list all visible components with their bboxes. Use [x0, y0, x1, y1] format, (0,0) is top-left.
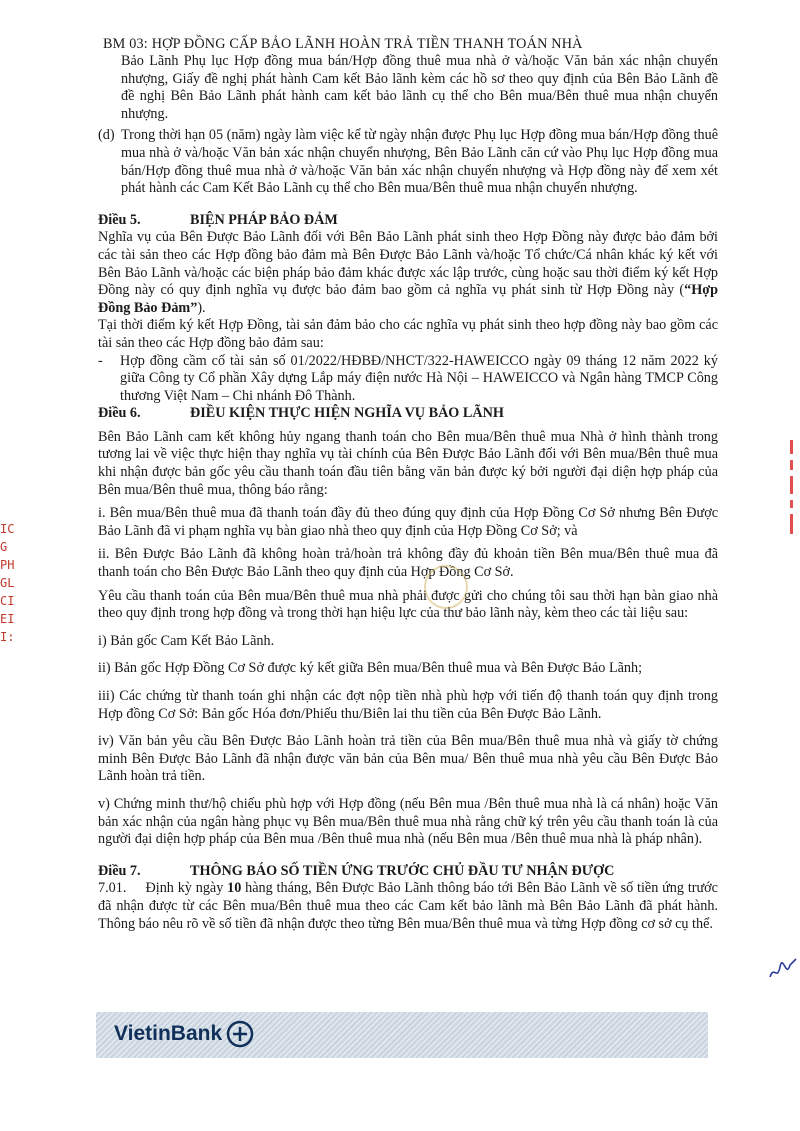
article-5-heading: [98, 212, 718, 230]
article-5-paragraph-1: Nghĩa vụ của Bên Được Bảo Lãnh đối với Bên Bảo Lãnh phát sinh theo Hợp Đồng này được bảo đảm bởi các tài sản theo các Hợp đồng bảo đảm mà Bên Được Bảo Lãnh và/hoặc Tổ chức/Cá nhân khác ký kết với Bên Bảo Lãnh và/hoặc các biện pháp bảo đảm khác được xác lập trước, cùng hoặc sau thời điểm ký kết Hợp Đồng này có quy định nghĩa vụ được bảo đảm bao gồm cả nghĩa vụ phát sinh từ Hợp Đồng này (“Hợp Đồng Bảo Đảm”).: [98, 229, 718, 316]
article-title: ĐIỀU KIỆN THỰC HIỆN NGHĨA VỤ BẢO LÃNH: [190, 405, 504, 422]
footer-bar: [96, 1012, 708, 1058]
collateral-item: - Hợp đồng cầm cố tài sản số 01/2022/HĐBĐ/NHCT/322-HAWEICCO ngày 09 tháng 12 năm 2022 ký giữa Công ty Cổ phần Xây dựng Lắp máy điện nước Hà Nội – HAWEICCO và Ngân hàng TMCP Công thương Việt Nam – Chi nhánh Đô Thành.: [98, 352, 718, 404]
document-list-item: iii) Các chứng từ thanh toán ghi nhận các đợt nộp tiền nhà phù hợp với tiến độ thanh toán quy định trong Hợp đồng Cơ Sở: Bản gốc Hóa đơn/Phiếu thu/Biên lai thu tiền của Bên Được Bảo Lãnh.: [98, 688, 718, 722]
item-d: [98, 127, 718, 197]
right-edge-stamp-marks: [784, 440, 798, 600]
bank-emblem-icon: [226, 1020, 254, 1048]
clause-number: 7.01.: [98, 880, 127, 897]
form-header: BM 03: HỢP ĐỒNG CẤP BẢO LÃNH HOÀN TRẢ TIỀN THANH TOÁN NHÀ: [103, 36, 583, 52]
collateral-text: Hợp đồng cầm cố tài sản số 01/2022/HĐBĐ/NHCT/322-HAWEICCO ngày 09 tháng 12 năm 2022 ký giữa Công ty Cổ phần Xây dựng Lắp máy điện nước Hà Nội – HAWEICCO và Ngân hàng TMCP Công thương Việt Nam – Chi nhánh Đô Thành.: [120, 352, 718, 404]
clause-7-01: 7.01. Định kỳ ngày 10 hàng tháng, Bên Được Bảo Lãnh thông báo tới Bên Bảo Lãnh về số tiền ứng trước đã nhận được từ các Bên mua/Bên thuê mua theo các Cam kết bảo lãnh mà Bên Bảo Lãnh đã phát hành. Thông báo nêu rõ về số tiền đã nhận được theo từng Bên mua/Bên thuê mua và từng Hợp đồng cơ sở cụ thể.: [98, 880, 718, 932]
signature-mark: [768, 955, 798, 985]
article-number: Điều 7.: [98, 862, 141, 879]
document-body: [98, 53, 718, 933]
article-title: BIỆN PHÁP BẢO ĐẢM: [190, 211, 338, 228]
item-d-marker: (d): [98, 127, 115, 144]
item-d-text: Trong thời hạn 05 (năm) ngày làm việc kể từ ngày nhận được Phụ lục Hợp đồng mua bán/Hợp đồng thuê mua nhà ở và/hoặc Văn bản xác nhận chuyển nhượng, Bên Bảo Lãnh căn cứ vào Phụ lục Hợp đồng mua bán/Hợp đồng thuê mua nhà ở và/hoặc Văn bản xác nhận chuyển nhượng và Hợp đồng này để xem xét phát hành các Cam Kết Bảo Lãnh cụ thể cho Bên mua/Bên thuê mua nhận chuyển nhượng.: [121, 127, 718, 197]
condition-ii: ii. Bên Được Bảo Lãnh đã không hoàn trả/hoàn trả không đầy đủ khoản tiền Bên mua/Bên thuê mua đã thanh toán cho Bên Được Bảo Lãnh theo quy định của Hợp Đồng Cơ Sở.: [98, 546, 718, 581]
article-number: Điều 6.: [98, 405, 141, 422]
side-stamp: IC G PH GL CI EI I:: [0, 522, 15, 644]
document-list-item: iv) Văn bản yêu cầu Bên Được Bảo Lãnh hoàn trả tiền của Bên mua/Bên thuê mua nhà và giấy tờ chứng minh Bên Được Bảo Lãnh đã nhận được văn bản của Bên mua/ Bên thuê mua nhà yêu cầu Bên Được Bảo Lãnh hoàn trả tiền.: [98, 733, 718, 785]
article-6-heading: [98, 405, 718, 423]
logo-text: VietinBank: [114, 1022, 223, 1045]
article-title: THÔNG BÁO SỐ TIỀN ỨNG TRƯỚC CHỦ ĐẦU TƯ NHẬN ĐƯỢC: [190, 862, 615, 879]
watermark-emblem: [424, 565, 468, 609]
document-list-item: i) Bản gốc Cam Kết Bảo Lãnh.: [98, 632, 275, 649]
article-5-paragraph-2: Tại thời điểm ký kết Hợp Đồng, tài sản đảm bảo cho các nghĩa vụ phát sinh theo hợp đồng này bao gồm các tài sản theo các Hợp đồng bảo đảm sau:: [98, 317, 718, 351]
document-list-item: ii) Bản gốc Hợp Đồng Cơ Sở được ký kết giữa Bên mua/Bên thuê mua và Bên Được Bảo Lãnh;: [98, 660, 643, 677]
article-number: Điều 5.: [98, 211, 141, 228]
vietinbank-logo: [114, 1020, 254, 1048]
continued-paragraph: Bảo Lãnh Phụ lục Hợp đồng mua bán/Hợp đồng thuê mua nhà ở và/hoặc Văn bản xác nhận chuyển nhượng, Giấy đề nghị phát hành Cam kết Bảo lãnh kèm các hồ sơ theo quy định của Bên Bảo Lãnh đề đề nghị Bên Bảo Lãnh phát hành cam kết bảo lãnh cụ thể cho Bên mua/Bên thuê mua nhận chuyển nhượng.: [121, 53, 718, 122]
article-7-heading: [98, 863, 718, 881]
document-list-item: v) Chứng minh thư/hộ chiếu phù hợp với Hợp đồng (nếu Bên mua /Bên thuê mua nhà là cá nhân) hoặc Văn bản xác nhận của ngân hàng phục vụ Bên mua/Bên thuê mua nhà rằng chữ ký trên yêu cầu thanh toán là của người đại diện hợp pháp của Bên mua /Bên thuê mua nhà (nếu Bên mua /Bên thuê mua nhà là pháp nhân).: [98, 795, 718, 848]
article-6-paragraph-1: Bên Bảo Lãnh cam kết không hủy ngang thanh toán cho Bên mua/Bên thuê mua Nhà ở hình thành trong tương lai về việc thực hiện thay nghĩa vụ tài chính của Bên Được Bảo Lãnh đối với Bên mua/Bên thuê mua khi nhận được bản gốc yêu cầu thanh toán đầu tiên bằng văn bản được ký bởi người đại diện hợp pháp của Bên mua/Bên thuê mua, thông báo rằng:: [98, 428, 718, 498]
condition-i: i. Bên mua/Bên thuê mua đã thanh toán đầy đủ theo đúng quy định của Hợp Đồng Cơ Sở nhưng Bên Được Bảo Lãnh đã vi phạm nghĩa vụ bàn giao nhà theo quy định của Hợp Đồng Cơ Sở; và: [98, 505, 718, 539]
article-6-paragraph-2: Yêu cầu thanh toán của Bên mua/Bên thuê mua nhà phải được gửi cho chúng tôi sau thời hạn bàn giao nhà theo quy định trong hợp đồng và trong thời hạn hiệu lực của thư bảo lãnh này, kèm theo các tài liệu sau:: [98, 587, 718, 622]
